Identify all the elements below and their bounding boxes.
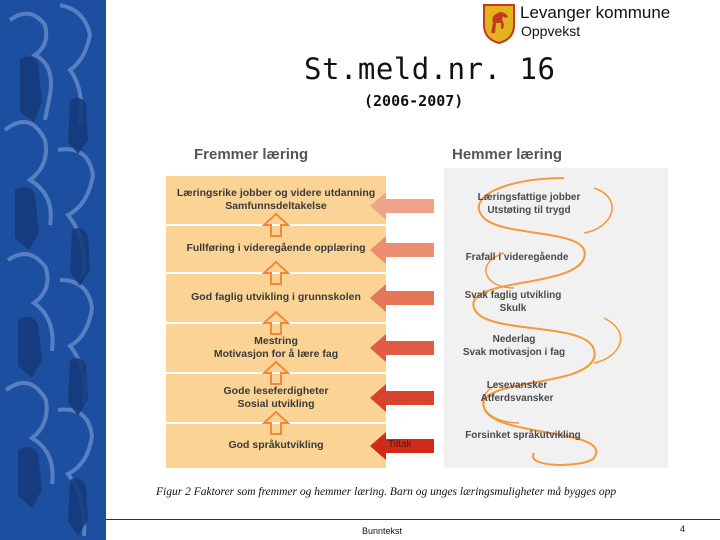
- hindering-factor: [472, 380, 562, 405]
- factor-line: Motivasjon for å lære fag: [213, 348, 339, 360]
- measures-label: Tiltak: [388, 439, 412, 450]
- factor-line: Mestring: [254, 334, 298, 347]
- municipality-crest-icon: [482, 3, 516, 45]
- factor-line: God faglig utvikling i grunnskolen: [191, 291, 361, 304]
- hindering-factor: [454, 192, 604, 217]
- left-arrow-icon: [370, 334, 434, 362]
- slide-title: St.meld.nr. 16: [304, 52, 556, 86]
- slide-subtitle: (2006-2007): [364, 92, 464, 110]
- hindering-factor: [454, 334, 574, 359]
- factor-line: Lesevansker: [486, 380, 548, 391]
- promoting-factors-column: [166, 176, 386, 468]
- factor-line: Nederlag: [492, 334, 536, 345]
- left-arrow-icon: [370, 236, 434, 264]
- page-number: 4: [680, 524, 686, 534]
- up-arrow-icon: [262, 310, 290, 336]
- factor-line: Læringsrike jobber og videre utdanning: [176, 186, 376, 199]
- factor-line: Svak faglig utvikling: [464, 290, 562, 301]
- organization-department: Oppvekst: [521, 23, 581, 39]
- factor-line: Frafall i videregående: [465, 252, 569, 263]
- left-arrow-icon: [370, 192, 434, 220]
- decorative-sidebar: [0, 0, 106, 540]
- figure-caption: Figur 2 Faktorer som fremmer og hemmer læring. Barn og unges læringsmuligheter må bygges opp: [156, 486, 617, 498]
- factor-line: Utstøting til trygd: [487, 204, 571, 216]
- factor-line: Læringsfattige jobber: [477, 192, 581, 203]
- hindering-factor: [458, 290, 568, 315]
- factor-line: Forsinket språkutvikling: [465, 430, 581, 441]
- factor-line: Gode leseferdigheter: [223, 384, 329, 397]
- left-arrow-icon: [370, 284, 434, 312]
- up-arrow-icon: [262, 212, 290, 238]
- hindering-factor: [452, 252, 582, 265]
- factor-line: Fullføring i videregående opplæring: [186, 242, 366, 255]
- up-arrow-icon: [262, 410, 290, 436]
- hindering-factors-column: [444, 168, 668, 468]
- up-arrow-icon: [262, 360, 290, 386]
- footer-divider: [106, 519, 720, 520]
- right-column-heading: Hemmer læring: [452, 146, 563, 163]
- left-column-heading: Fremmer læring: [194, 146, 309, 163]
- horse-pattern-icon: [0, 0, 106, 540]
- factor-line: Sosial utvikling: [237, 398, 315, 410]
- left-arrow-icon: [370, 384, 434, 412]
- hindering-factor: [458, 430, 588, 443]
- organization-name: Levanger kommune: [520, 3, 671, 22]
- factor-line: Samfunnsdeltakelse: [225, 200, 327, 212]
- factor-line: Svak motivasjon i fag: [462, 346, 566, 358]
- factor-line: Skulk: [499, 302, 527, 314]
- footer-text: Bunntekst: [362, 526, 403, 536]
- learning-factors-figure: [130, 138, 680, 478]
- up-arrow-icon: [262, 260, 290, 286]
- factor-line: God språkutvikling: [228, 439, 324, 452]
- factor-line: Atferdsvansker: [480, 392, 554, 404]
